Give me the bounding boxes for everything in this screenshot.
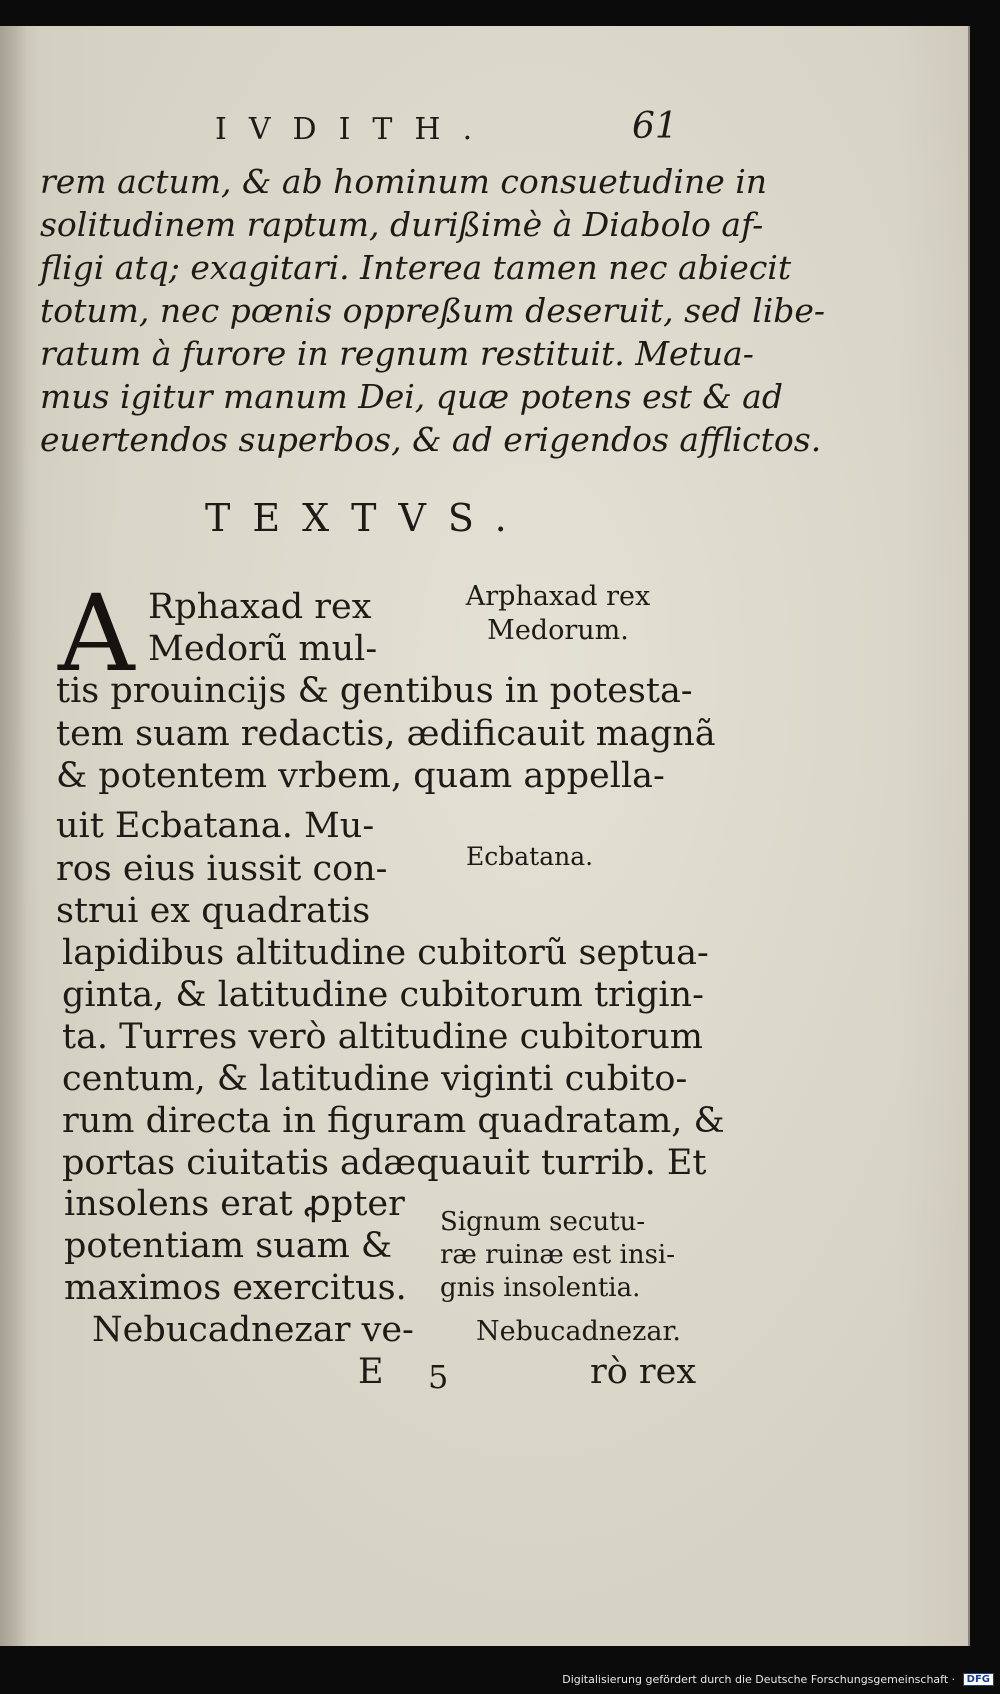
catchword: rò rex bbox=[590, 1352, 697, 1392]
section-heading: TEXTVS. bbox=[205, 496, 529, 540]
dfg-logo: DFG bbox=[963, 1673, 994, 1686]
text-line: lapidibus altitudine cubitorũ septua- bbox=[62, 933, 709, 973]
marginal-note-ecbatana: Ecbatana. bbox=[466, 842, 594, 871]
text-line: centum, & latitudine viginti cubito- bbox=[62, 1059, 688, 1099]
body-text-tail bbox=[64, 1183, 407, 1309]
body-text-2 bbox=[62, 932, 725, 1184]
commentary-line: rem actum, & ab hominum consuetudine in bbox=[40, 162, 768, 201]
text-line: Medorũ mul- bbox=[148, 629, 378, 669]
text-line: & potentem vrbem, quam appella- bbox=[56, 756, 665, 796]
page-gutter-shadow bbox=[0, 26, 26, 1646]
text-line: insolens erat ꝓpter bbox=[64, 1184, 405, 1224]
text-line: ta. Turres verò altitudine cubitorum bbox=[62, 1017, 703, 1057]
marginal-note-signum bbox=[440, 1206, 675, 1305]
lead-lines bbox=[148, 586, 377, 670]
note-line: Medorum. bbox=[487, 615, 629, 646]
text-line: potentiam suam & bbox=[64, 1226, 393, 1266]
digitization-credit bbox=[562, 1673, 994, 1687]
note-line: Arphaxad rex bbox=[465, 581, 651, 612]
text-line: Rphaxad rex bbox=[148, 587, 372, 627]
book-page bbox=[0, 26, 970, 1646]
text-line: portas ciuitatis adæquauit turrib. Et bbox=[62, 1143, 707, 1183]
text-line: maximos exercitus. bbox=[64, 1268, 407, 1308]
commentary-line: fligi atq; exagitari. Interea tamen nec abiecit bbox=[40, 248, 792, 287]
marginal-note-nebucadnezar: Nebucadnezar. bbox=[476, 1316, 681, 1347]
note-line: gnis insolentia. bbox=[440, 1273, 641, 1303]
commentary-line: totum, nec pœnis oppreßum deseruit, sed libe- bbox=[40, 291, 826, 330]
text-line: tem suam redactis, ædificauit magnã bbox=[56, 713, 716, 754]
text-line: Nebucadnezar ve- bbox=[92, 1310, 414, 1350]
credit-text: Digitalisierung gefördert durch die Deutsche Forschungsgemeinschaft · bbox=[562, 1672, 956, 1686]
text-line: ginta, & latitudine cubitorum trigin- bbox=[62, 975, 704, 1015]
body-text-mid bbox=[56, 805, 388, 933]
text-line: ros eius iussit con- bbox=[56, 848, 388, 889]
running-header: IVDITH. bbox=[215, 112, 495, 147]
text-line: uit Ecbatana. Mu- bbox=[56, 806, 375, 846]
commentary-paragraph bbox=[40, 160, 825, 461]
text-line: tis prouincijs & gentibus in potesta- bbox=[56, 671, 693, 711]
commentary-line: ratum à furore in regnum restituit. Metua- bbox=[40, 334, 754, 373]
note-line: ræ ruinæ est insi- bbox=[440, 1240, 676, 1270]
drop-cap: A bbox=[58, 572, 135, 695]
signature-letter: E bbox=[358, 1352, 384, 1392]
signature-number: 5 bbox=[428, 1358, 449, 1396]
commentary-line: solitudinem raptum, durißimè à Diabolo af- bbox=[40, 205, 764, 244]
page-number: 61 bbox=[632, 106, 678, 147]
marginal-note-arphaxad bbox=[458, 580, 658, 648]
text-line: rum directa in figuram quadratam, & bbox=[62, 1101, 725, 1141]
note-line: Signum secutu- bbox=[440, 1207, 646, 1237]
commentary-line: euertendos superbos, & ad erigendos afflictos. bbox=[40, 420, 822, 459]
body-text-1 bbox=[56, 670, 716, 798]
text-line: strui ex quadratis bbox=[56, 891, 371, 931]
commentary-line: mus igitur manum Dei, quæ potens est & ad bbox=[40, 377, 783, 416]
